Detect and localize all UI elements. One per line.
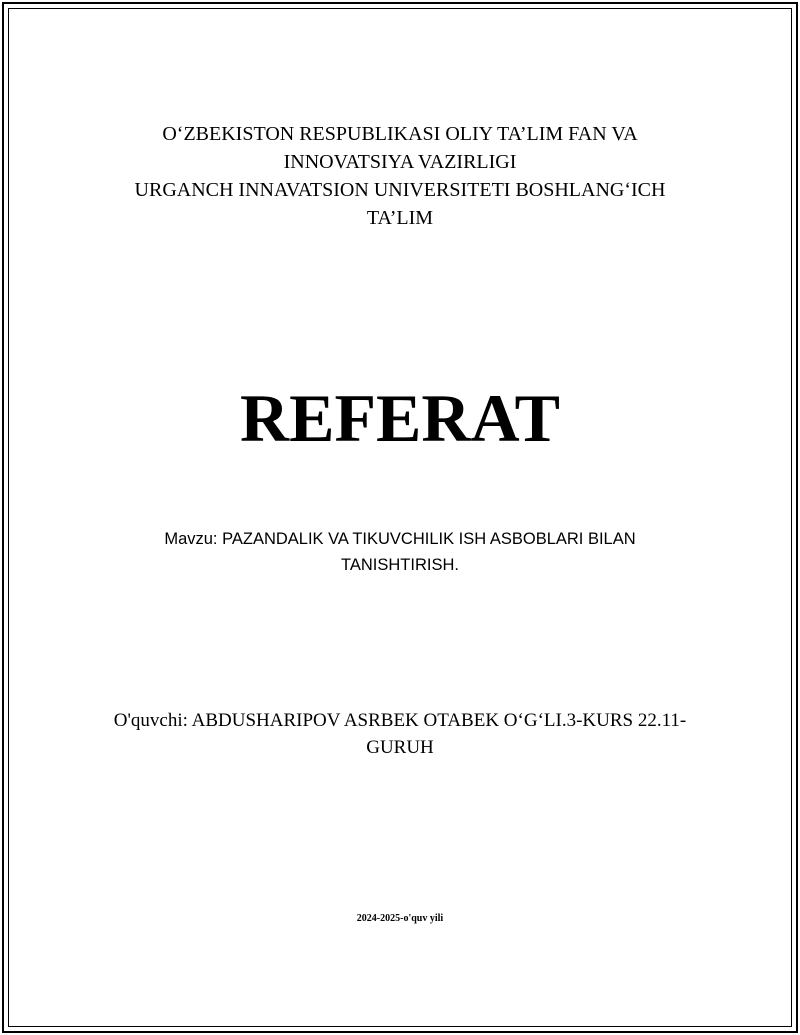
student-line-1: O'quvchi: ABDUSHARIPOV ASRBEK OTABEK O‘G‘LI.3-KURS 22.11- (113, 710, 687, 731)
topic-line-2: TANISHTIRISH. (341, 556, 459, 574)
header-line-ministry-cont: INNOVATSIYA VAZIRLIGI (283, 151, 517, 173)
topic-line-1: Mavzu: PAZANDALIK VA TIKUVCHILIK ISH ASBOBLARI BILAN (164, 530, 636, 548)
document-title: REFERAT (240, 380, 560, 456)
academic-year: 2024-2025-o'quv yili (356, 913, 444, 924)
institution-header (60, 120, 740, 232)
header-line-university: URGANCH INNAVATSION UNIVERSITETI BOSHLANG‘ICH (134, 179, 666, 201)
student-info (60, 707, 740, 761)
student-line-2: GURUH (366, 737, 434, 758)
topic (60, 526, 740, 578)
header-line-ministry: O‘ZBEKISTON RESPUBLIKASI OLIY TA’LIM FAN VA (162, 123, 638, 145)
header-line-university-cont: TA’LIM (366, 207, 434, 229)
